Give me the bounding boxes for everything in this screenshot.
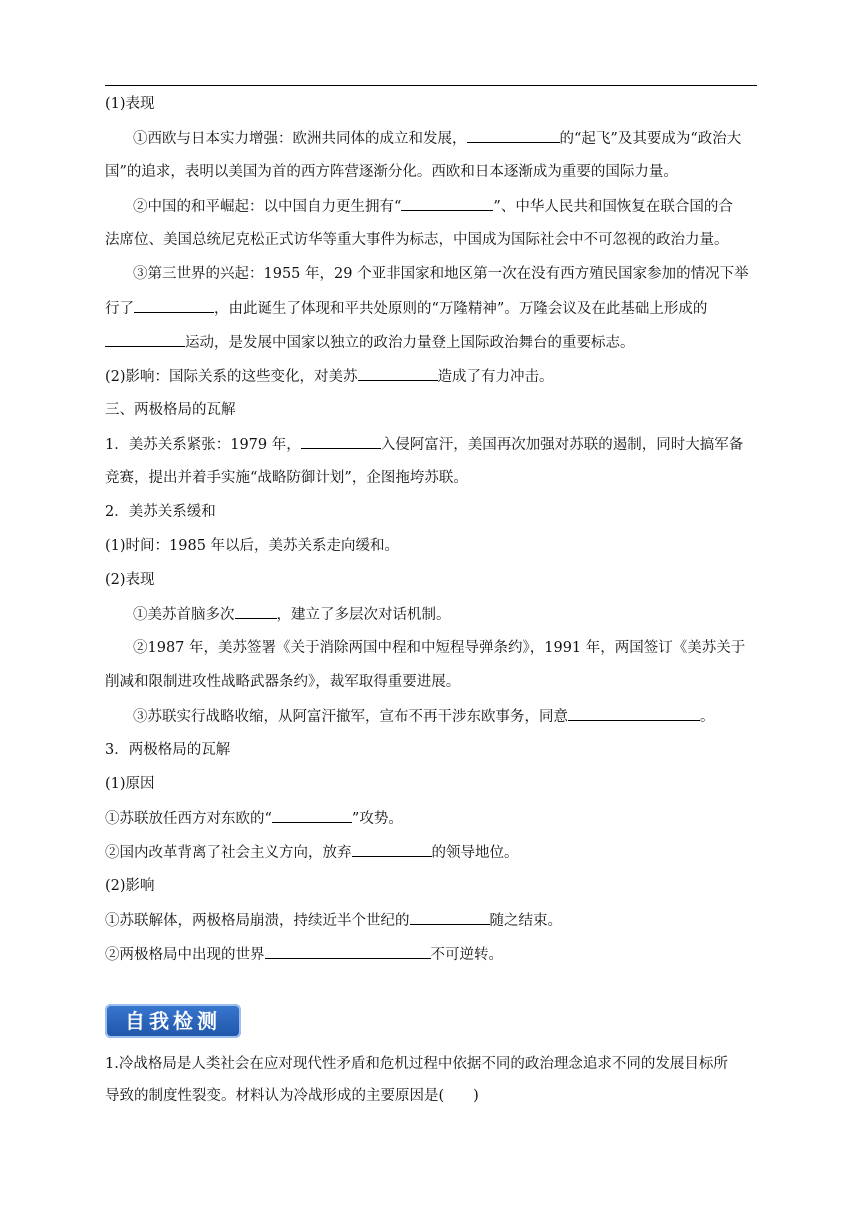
paragraph-treaties [133,638,793,658]
text: 三、两极格局的瓦解 [105,402,236,418]
text: 1.冷战格局是人类社会在应对现代性矛盾和危机过程中依据不同的政治理念追求不同的发展目标所 [105,1056,728,1072]
paragraph-china-rise [133,196,793,217]
answer-blank[interactable] [401,196,493,211]
subheading-performance [105,94,765,114]
answer-blank[interactable] [568,706,700,721]
answer-blank[interactable] [467,128,560,143]
text: 导致的制度性裂变。材料认为冷战形成的主要原因是( ) [105,1088,479,1104]
text: (1)原因 [105,776,155,792]
text: 1．美苏关系紧张：1979 年， [105,437,301,453]
text: 法席位、美国总统尼克松正式访华等重大事件为标志，中国成为国际社会中不可忽视的政治力量。 [105,232,729,248]
paragraph-third-world-cont2 [105,332,765,353]
text: ③第三世界的兴起：1955 年，29 个亚非国家和地区第一次在没有西方殖民国家参加的情况下举 [133,266,749,282]
paragraph-china-rise-cont [105,230,765,250]
text: 国”的追求，表明以美国为首的西方阵营逐渐分化。西欧和日本逐渐成为重要的国际力量。 [105,164,678,180]
self-test-badge: 自我检测 [105,1004,241,1038]
paragraph-western-europe-japan-cont [105,162,765,182]
subheading-collapse [105,740,765,760]
subheading-impact [105,876,765,896]
text: 竞赛，提出并着手实施“战略防御计划”，企图拖垮苏联。 [105,470,468,486]
paragraph-impact [105,366,765,387]
answer-blank[interactable] [352,842,432,857]
paragraph-impact-2 [105,944,765,965]
subheading-easing-performance [105,570,765,590]
text: 运动，是发展中国家以独立的政治力量登上国际政治舞台的重要标志。 [185,335,635,351]
text: ，由此诞生了体现和平共处原则的“万隆精神”。万隆会议及在此基础上形成的 [214,301,708,317]
text: ，建立了多层次对话机制。 [276,607,451,623]
paragraph-cause-2 [105,842,765,863]
answer-blank[interactable] [235,604,277,619]
paragraph-tension [105,434,765,455]
text: ①西欧与日本实力增强：欧洲共同体的成立和发展， [133,131,467,147]
text: 不可逆转。 [430,947,503,963]
text: ”、中华人民共和国恢复在联合国的合 [493,199,733,215]
text: 随之结束。 [489,913,562,929]
subheading-label: (1)表现 [105,96,155,112]
question-1 [105,1054,765,1074]
paragraph-third-world-cont1 [105,298,765,319]
header-rule [105,85,757,86]
answer-blank[interactable] [358,366,438,381]
text: 3．两极格局的瓦解 [105,742,231,758]
text: 2．美苏关系缓和 [105,504,216,520]
answer-blank[interactable] [272,808,352,823]
subheading-easing [105,502,765,522]
paragraph-cause-1 [105,808,765,829]
text: 。 [700,709,715,725]
text: ②中国的和平崛起：以中国自力更生拥有“ [133,199,402,215]
text: (1)时间：1985 年以后，美苏关系走向缓和。 [105,538,400,554]
text: ②国内改革背离了社会主义方向，放弃 [105,845,352,861]
text: 入侵阿富汗，美国再次加强对苏联的遏制，同时大搞军备 [380,437,744,453]
paragraph-tension-cont [105,468,765,488]
answer-blank[interactable] [265,944,431,959]
text: (2)影响 [105,878,155,894]
answer-blank[interactable] [301,434,381,449]
subheading-cause [105,774,765,794]
text: 造成了有力冲击。 [437,369,554,385]
answer-blank[interactable] [410,910,490,925]
paragraph-summits [133,604,793,625]
text: (2)表现 [105,572,155,588]
text: ②1987 年，美苏签署《关于消除两国中程和中短程导弹条约》，1991 年，两国签订《美苏关于 [133,640,746,656]
text: ②两极格局中出现的世界 [105,947,265,963]
answer-blank[interactable] [105,332,185,347]
text: 行了 [105,301,134,317]
paragraph-impact-1 [105,910,765,931]
paragraph-treaties-cont [105,672,765,692]
text: ”攻势。 [351,811,403,827]
paragraph-contraction [133,706,793,727]
text: 的领导地位。 [431,845,519,861]
text: ①苏联解体，两极格局崩溃，持续近半个世纪的 [105,913,410,929]
text: ①美苏首脑多次 [133,607,235,623]
question-1-cont [105,1086,765,1106]
text: 削减和限制进攻性战略武器条约》，裁军取得重要进展。 [105,674,461,690]
text: ①苏联放任西方对东欧的“ [105,811,272,827]
paragraph-western-europe-japan [133,128,793,149]
text: 的“起飞”及其要成为“政治大 [559,131,742,147]
answer-blank[interactable] [134,298,214,313]
paragraph-easing-time [105,536,765,556]
text: ③苏联实行战略收缩，从阿富汗撤军，宣布不再干涉东欧事务，同意 [133,709,568,725]
section-heading [105,400,765,420]
text: (2)影响：国际关系的这些变化，对美苏 [105,369,358,385]
paragraph-third-world [133,264,793,284]
